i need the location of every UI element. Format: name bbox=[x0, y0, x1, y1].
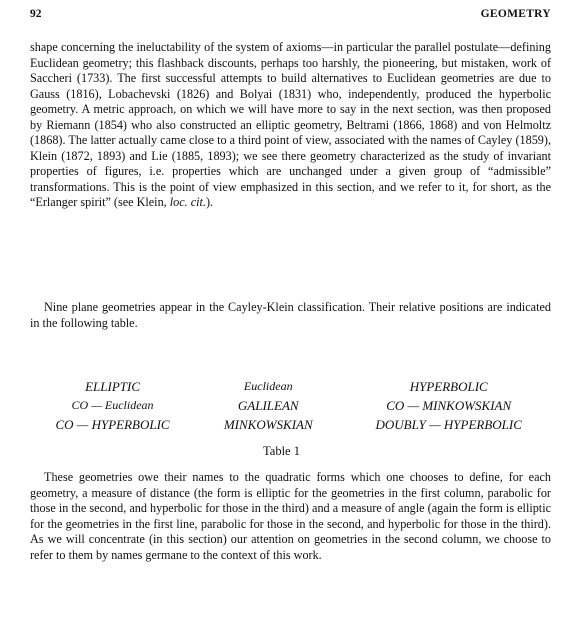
table-cell: ELLIPTIC bbox=[85, 379, 140, 394]
table-caption: Table 1 bbox=[263, 444, 300, 458]
table-cell: HYPERBOLIC bbox=[409, 379, 488, 394]
table-cell: CO — MINKOWSKIAN bbox=[386, 398, 512, 413]
running-title: GEOMETRY bbox=[480, 8, 551, 20]
paragraph-cayley-klein-intro: Nine plane geometries appear in the Cayley-Klein classification. Their relative positions are indicated in the following table. bbox=[30, 300, 551, 330]
table-row bbox=[25, 377, 561, 396]
table-cell: Euclidean bbox=[243, 379, 293, 393]
paragraph-erlanger-history bbox=[30, 40, 551, 211]
cayley-klein-table bbox=[25, 377, 561, 434]
table-cell: GALILEAN bbox=[237, 398, 299, 413]
page-number: 92 bbox=[30, 8, 42, 20]
table-row bbox=[25, 396, 561, 415]
table-cell: CO — HYPERBOLIC bbox=[55, 417, 170, 432]
table-row bbox=[25, 415, 561, 434]
citation-loc-cit: loc. cit. bbox=[169, 195, 206, 209]
paragraph-text: shape concerning the ineluctability of the system of axioms—in particular the parallel postulate—defining Euclidean geometry; this flashback discounts, perhaps too harshly, the pioneering, but mistaken, work of Saccheri (1733). The first successful attempts to build alternatives to Euclidean geometries are due to Gauss (1816), Lobachevski (1826) and Bolyai (1831) who, independently, produced the hyperbolic geometry. A metric approach, on which we will have more to say in the next section, was then proposed by Riemann (1854) who also constructed an elliptic geometry, Beltrami (1866, 1868) and von Helmoltz (1868). The latter actually came close to a third point of view, associated with the names of Cayley (1859), Klein (1872, 1893) and Lie (1885, 1893); we see there geometry characterized as the study of invariant properties of figures, i.e. properties which are unchanged under a given group of “admissible” transformations. This is the point of view emphasized in this section, and we refer to it, for short, as the “Erlanger spirit” (see Klein, bbox=[30, 40, 551, 209]
paragraph-quadratic-forms: These geometries owe their names to the quadratic forms which one chooses to define, for each geometry, a measure of distance (the form is elliptic for the geometries in the first column, parabolic for those in the second, and hyperbolic for those in the third) and a measure of angle (again the form is elliptic for the geometries in the first line, parabolic for those in the second, and hyperbolic for those in the third). As we will concentrate (in this section) our attention on geometries in the second column, we choose to refer to them by names germane to the context of this work. bbox=[30, 470, 551, 562]
paragraph-text-end: ). bbox=[205, 195, 214, 209]
page-header bbox=[30, 8, 551, 24]
table-cell: MINKOWSKIAN bbox=[223, 417, 313, 432]
table-cell: CO — Euclidean bbox=[71, 398, 154, 412]
table-cell: DOUBLY — HYPERBOLIC bbox=[375, 417, 522, 432]
